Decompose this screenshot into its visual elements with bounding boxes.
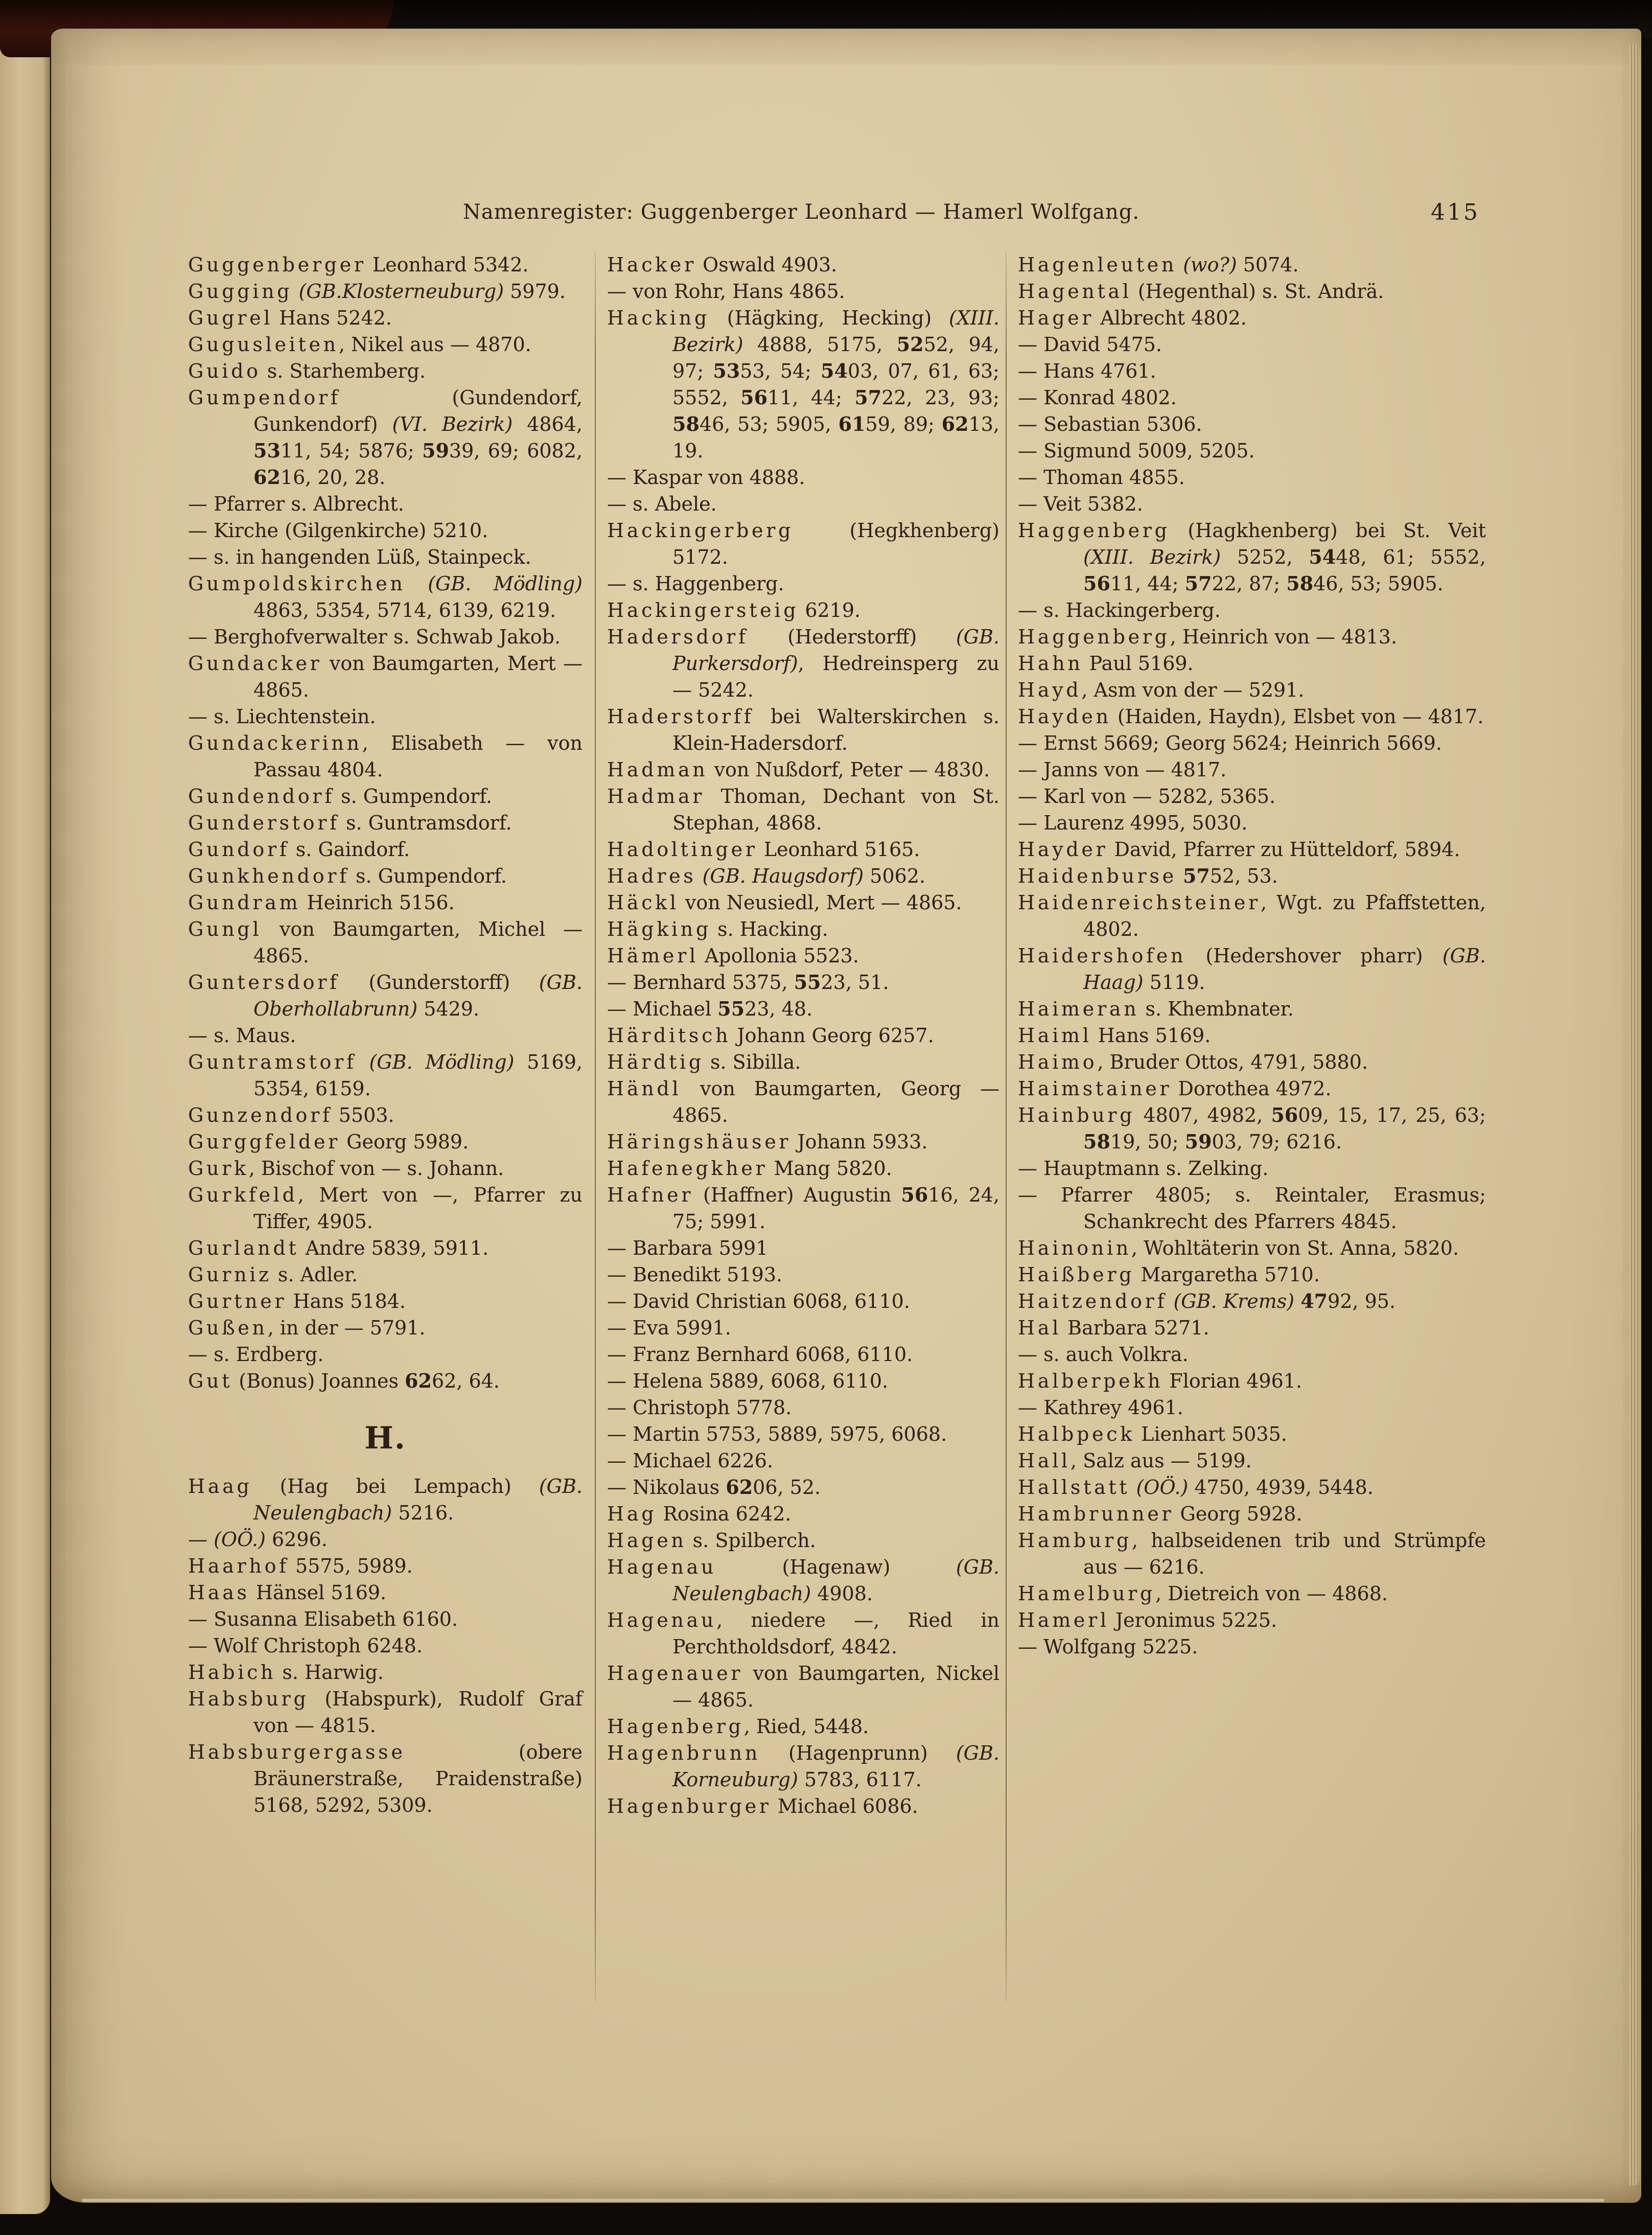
index-entry: Hagenburger Michael 6086.	[607, 1795, 918, 1817]
entries-after-heading	[188, 1473, 583, 1818]
index-entry: Hacking (Hägking, Hecking) (XIII. Bezirk) 4888, 5175, 5252, 94, 97; 5353, 54; 5403, 07, 61, 63; 5552, 5611, 44; 5722, 23, 93; 5846, 53; 5905, 6159, 89; 6213, 19.	[607, 307, 1000, 462]
index-entry: Halbpeck Lienhart 5035.	[1018, 1423, 1287, 1445]
entries-before-heading	[188, 251, 583, 1394]
index-entry: Hackingerberg (Hegkhenberg) 5172.	[607, 519, 999, 568]
index-entry: Guntersdorf (Gunderstorff) (GB. Oberhollabrunn) 5429.	[188, 971, 583, 1020]
page-number: 415	[1431, 199, 1480, 225]
index-entry: — s. Haggenberg.	[607, 572, 784, 595]
index-entry: Haderstorff bei Walterskirchen s. Klein-Hadersdorf.	[607, 705, 999, 754]
index-entry: Hallstatt (OÖ.) 4750, 4939, 5448.	[1018, 1476, 1374, 1499]
index-entry: — Helena 5889, 6068, 6110.	[607, 1370, 889, 1392]
index-entry: Händl von Baumgarten, Georg — 4865.	[607, 1077, 999, 1126]
index-entry: Gurk, Bischof von — s. Johann.	[188, 1157, 504, 1180]
index-entry: Haimo, Bruder Ottos, 4791, 5880.	[1018, 1051, 1368, 1073]
index-entry: — Kathrey 4961.	[1018, 1396, 1183, 1419]
index-entry: Haidenreichsteiner, Wgt. zu Pfaffstetten, 4802.	[1018, 891, 1486, 940]
index-entry: — s. auch Volkra.	[1018, 1343, 1189, 1366]
index-entry: — Hans 4761.	[1018, 360, 1156, 382]
index-entry: — Wolfgang 5225.	[1018, 1635, 1198, 1658]
previous-page-edge	[0, 21, 50, 2214]
index-entry: Hacker Oswald 4903.	[607, 254, 837, 276]
index-entry: — Christoph 5778.	[607, 1396, 792, 1419]
index-entry: Hagenleuten (wo?) 5074.	[1018, 254, 1299, 276]
index-entry: Hamelburg, Dietreich von — 4868.	[1018, 1582, 1388, 1605]
index-entry: — s. Hackingerberg.	[1018, 599, 1221, 621]
index-entry: Gurniz s. Adler.	[188, 1263, 358, 1286]
column-divider	[1006, 251, 1007, 2001]
index-entry: Hall, Salz aus — 5199.	[1018, 1449, 1252, 1472]
index-entry: Hagenau (Hagenaw) (GB. Neulengbach) 4908.	[607, 1556, 999, 1605]
index-entry: Hägking s. Hacking.	[607, 918, 828, 940]
index-entry: — s. in hangenden Lüß, Stainpeck.	[188, 546, 531, 568]
index-entry: — Eva 5991.	[607, 1317, 731, 1339]
index-entry: Gurlandt Andre 5839, 5911.	[188, 1237, 489, 1259]
index-entry: Hagental (Hegenthal) s. St. Andrä.	[1018, 280, 1384, 303]
index-entry: Hagenberg, Ried, 5448.	[607, 1715, 869, 1738]
section-heading: H.	[364, 1420, 406, 1456]
index-entry: Guntramstorf (GB. Mödling) 5169, 5354, 6159.	[188, 1051, 583, 1100]
index-entry: Gußen, in der — 5791.	[188, 1317, 426, 1339]
index-entry: — Janns von — 4817.	[1018, 758, 1227, 781]
index-column-2	[607, 251, 999, 1819]
index-entry: Halberpekh Florian 4961.	[1018, 1370, 1302, 1392]
index-entry: Hackingersteig 6219.	[607, 599, 861, 621]
index-entry: — Sigmund 5009, 5205.	[1018, 440, 1255, 462]
index-entry: Gut (Bonus) Joannes 6262, 64.	[188, 1369, 500, 1392]
index-entry: Hal Barbara 5271.	[1018, 1317, 1209, 1339]
index-entry: Gurggfelder Georg 5989.	[188, 1131, 469, 1153]
index-entry: — s. Liechtenstein.	[188, 705, 376, 728]
book-page	[51, 29, 1641, 2203]
index-entry: Gundacker von Baumgarten, Mert — 4865.	[188, 652, 583, 701]
index-entry: Hadoltinger Leonhard 5165.	[607, 838, 920, 861]
index-entry: Hadman von Nußdorf, Peter — 4830.	[607, 758, 990, 781]
index-entry: Gungl von Baumgarten, Michel — 4865.	[188, 918, 583, 967]
index-entry: Haiml Hans 5169.	[1018, 1024, 1211, 1047]
index-entry: Gunzendorf 5503.	[188, 1104, 394, 1126]
index-entry: — Michael 6226.	[607, 1449, 774, 1472]
index-entry: Haggenberg, Heinrich von — 4813.	[1018, 626, 1398, 648]
index-entry: — David 5475.	[1018, 333, 1162, 356]
index-entry: Hainburg 4807, 4982, 5609, 15, 17, 25, 63; 5819, 50; 5903, 79; 6216.	[1018, 1103, 1486, 1153]
index-entry: Hamburg, halbseidenen trib und Strümpfe aus — 6216.	[1018, 1529, 1486, 1578]
index-entry: Hayd, Asm von der — 5291.	[1018, 679, 1305, 701]
index-entry: — Sebastian 5306.	[1018, 413, 1202, 435]
index-entry: Härdtig s. Sibilla.	[607, 1051, 801, 1073]
index-entry: Häckl von Neusiedl, Mert — 4865.	[607, 891, 962, 914]
index-entry: Habsburgergasse (obere Bräunerstraße, Praidenstraße) 5168, 5292, 5309.	[188, 1741, 583, 1816]
index-entry: Gugusleiten, Nikel aus — 4870.	[188, 333, 531, 356]
index-entry: Gunderstorf s. Guntramsdorf.	[188, 812, 512, 834]
index-entry: Hayder David, Pfarrer zu Hütteldorf, 5894.	[1018, 838, 1460, 861]
index-entry: Haimeran s. Khembnater.	[1018, 998, 1294, 1020]
index-entry: — s. Maus.	[188, 1024, 296, 1047]
index-entry: Haarhof 5575, 5989.	[188, 1555, 413, 1577]
index-entry: Haimstainer Dorothea 4972.	[1018, 1077, 1332, 1100]
index-entry: — Berghofverwalter s. Schwab Jakob.	[188, 626, 561, 648]
index-entry: Hadmar Thoman, Dechant von St. Stephan, 4868.	[607, 785, 999, 834]
index-entry: Gumpoldskirchen (GB. Mödling) 4863, 5354, 5714, 6139, 6219.	[188, 572, 583, 621]
index-entry: Haidenburse 5752, 53.	[1018, 864, 1278, 887]
index-column-1	[188, 251, 583, 1818]
index-entry: — Pfarrer s. Albrecht.	[188, 493, 404, 515]
index-entry: — Laurenz 4995, 5030.	[1018, 812, 1248, 834]
index-entry: Gurtner Hans 5184.	[188, 1290, 406, 1312]
index-entry: — Ernst 5669; Georg 5624; Heinrich 5669.	[1018, 732, 1442, 754]
index-entry: — Benedikt 5193.	[607, 1263, 783, 1286]
index-entry: Gunkhendorf s. Gumpendorf.	[188, 865, 507, 887]
index-entry: Hagenbrunn (Hagenprunn) (GB. Korneuburg) 5783, 6117.	[607, 1742, 999, 1791]
page-bottom-edge	[82, 2199, 1604, 2202]
index-entry: — Karl von — 5282, 5365.	[1018, 785, 1276, 808]
index-entry: — (OÖ.) 6296.	[188, 1528, 328, 1551]
index-entry: Haggenberg (Hagkhenberg) bei St. Veit (XIII. Bezirk) 5252, 5448, 61; 5552, 5611, 44; 5722, 87; 5846, 53; 5905.	[1018, 519, 1486, 595]
index-entry: Haißberg Margaretha 5710.	[1018, 1263, 1320, 1286]
index-entry: Hainonin, Wohltäterin von St. Anna, 5820.	[1018, 1237, 1459, 1259]
index-entry: Gugging (GB.Klosterneuburg) 5979.	[188, 280, 566, 303]
index-entry: Haidershofen (Hedershover pharr) (GB. Haag) 5119.	[1018, 944, 1486, 994]
index-entry: — Wolf Christoph 6248.	[188, 1634, 423, 1657]
index-entry: Hagen s. Spilberch.	[607, 1529, 816, 1552]
index-entry: Gundendorf s. Gumpendorf.	[188, 785, 493, 808]
index-entry: Hagenauer von Baumgarten, Nickel — 4865.	[607, 1662, 999, 1711]
index-entry: — s. Abele.	[607, 493, 717, 515]
index-entry: Gugrel Hans 5242.	[188, 307, 392, 329]
index-entry: Haitzendorf (GB. Krems) 4792, 95.	[1018, 1289, 1396, 1312]
index-entry: — Michael 5523, 48.	[607, 997, 813, 1020]
index-entry: Hafenegkher Mang 5820.	[607, 1157, 892, 1180]
index-entry: — Konrad 4802.	[1018, 386, 1177, 409]
index-entry: Gumpendorf (Gundendorf, Gunkendorf) (VI. Bezirk) 4864, 5311, 54; 5876; 5939, 69; 6082, 6216, 20, 28.	[188, 386, 583, 489]
column-divider	[595, 251, 596, 2001]
index-entry: Hag Rosina 6242.	[607, 1503, 792, 1525]
index-entry: Haag (Hag bei Lempach) (GB. Neulengbach) 5216.	[188, 1475, 583, 1524]
index-entry: Gurkfeld, Mert von —, Pfarrer zu Tiffer, 4905.	[188, 1184, 583, 1233]
index-entry: Guggenberger Leonhard 5342.	[188, 254, 529, 276]
index-entry: Hadres (GB. Haugsdorf) 5062.	[607, 865, 926, 887]
index-entry: — Thoman 4855.	[1018, 466, 1185, 489]
index-entry: Hager Albrecht 4802.	[1018, 307, 1247, 329]
index-entry: Haas Hänsel 5169.	[188, 1581, 387, 1604]
index-entry: — David Christian 6068, 6110.	[607, 1290, 910, 1312]
index-entry: Gundorf s. Gaindorf.	[188, 838, 410, 861]
index-entry: Hamerl Jeronimus 5225.	[1018, 1609, 1277, 1631]
index-column-3	[1018, 251, 1486, 1660]
index-entry: — Bernhard 5375, 5523, 51.	[607, 971, 889, 994]
index-entry: — Susanna Elisabeth 6160.	[188, 1608, 458, 1630]
index-entry: Hagenau, niedere —, Ried in Perchtholdsdorf, 4842.	[607, 1609, 999, 1658]
index-entry: — s. Erdberg.	[188, 1343, 324, 1366]
index-entry: Hadersdorf (Hederstorff) (GB. Purkersdorf), Hedreinsperg zu — 5242.	[607, 626, 999, 701]
index-entry: — Kirche (Gilgenkirche) 5210.	[188, 519, 488, 542]
page-stack-edge	[1629, 44, 1639, 2185]
running-header: Namenregister: Guggenberger Leonhard — Hamerl Wolfgang.	[462, 200, 1140, 224]
index-entry: Habsburg (Habspurk), Rudolf Graf von — 4815.	[188, 1688, 583, 1737]
index-entry: Hayden (Haiden, Haydn), Elsbet von — 4817.	[1018, 705, 1484, 728]
index-entry: Hafner (Haffner) Augustin 5616, 24, 75; 5991.	[607, 1183, 1000, 1233]
index-entry: Gundackerinn, Elisabeth — von Passau 4804.	[188, 732, 583, 781]
index-entry: Gundram Heinrich 5156.	[188, 891, 455, 914]
index-entry: — Martin 5753, 5889, 5975, 6068.	[607, 1423, 947, 1445]
index-entry: Härditsch Johann Georg 6257.	[607, 1024, 934, 1047]
index-entry: — Pfarrer 4805; s. Reintaler, Erasmus; Schankrecht des Pfarrers 4845.	[1018, 1184, 1486, 1233]
index-entry: — Barbara 5991	[607, 1237, 769, 1259]
index-entry: Hahn Paul 5169.	[1018, 652, 1194, 675]
index-entry: — Hauptmann s. Zelking.	[1018, 1157, 1269, 1180]
index-entry: Guido s. Starhemberg.	[188, 360, 426, 382]
index-entry: — Nikolaus 6206, 52.	[607, 1476, 821, 1499]
index-entry: Habich s. Harwig.	[188, 1661, 384, 1684]
index-entry: Häringshäuser Johann 5933.	[607, 1131, 928, 1153]
index-entry: — von Rohr, Hans 4865.	[607, 280, 845, 303]
index-entry: Hambrunner Georg 5928.	[1018, 1503, 1302, 1525]
index-entry: — Kaspar von 4888.	[607, 466, 805, 489]
index-entry: Hämerl Apollonia 5523.	[607, 944, 859, 967]
index-entry: — Veit 5382.	[1018, 493, 1143, 515]
index-entry: — Franz Bernhard 6068, 6110.	[607, 1343, 913, 1366]
